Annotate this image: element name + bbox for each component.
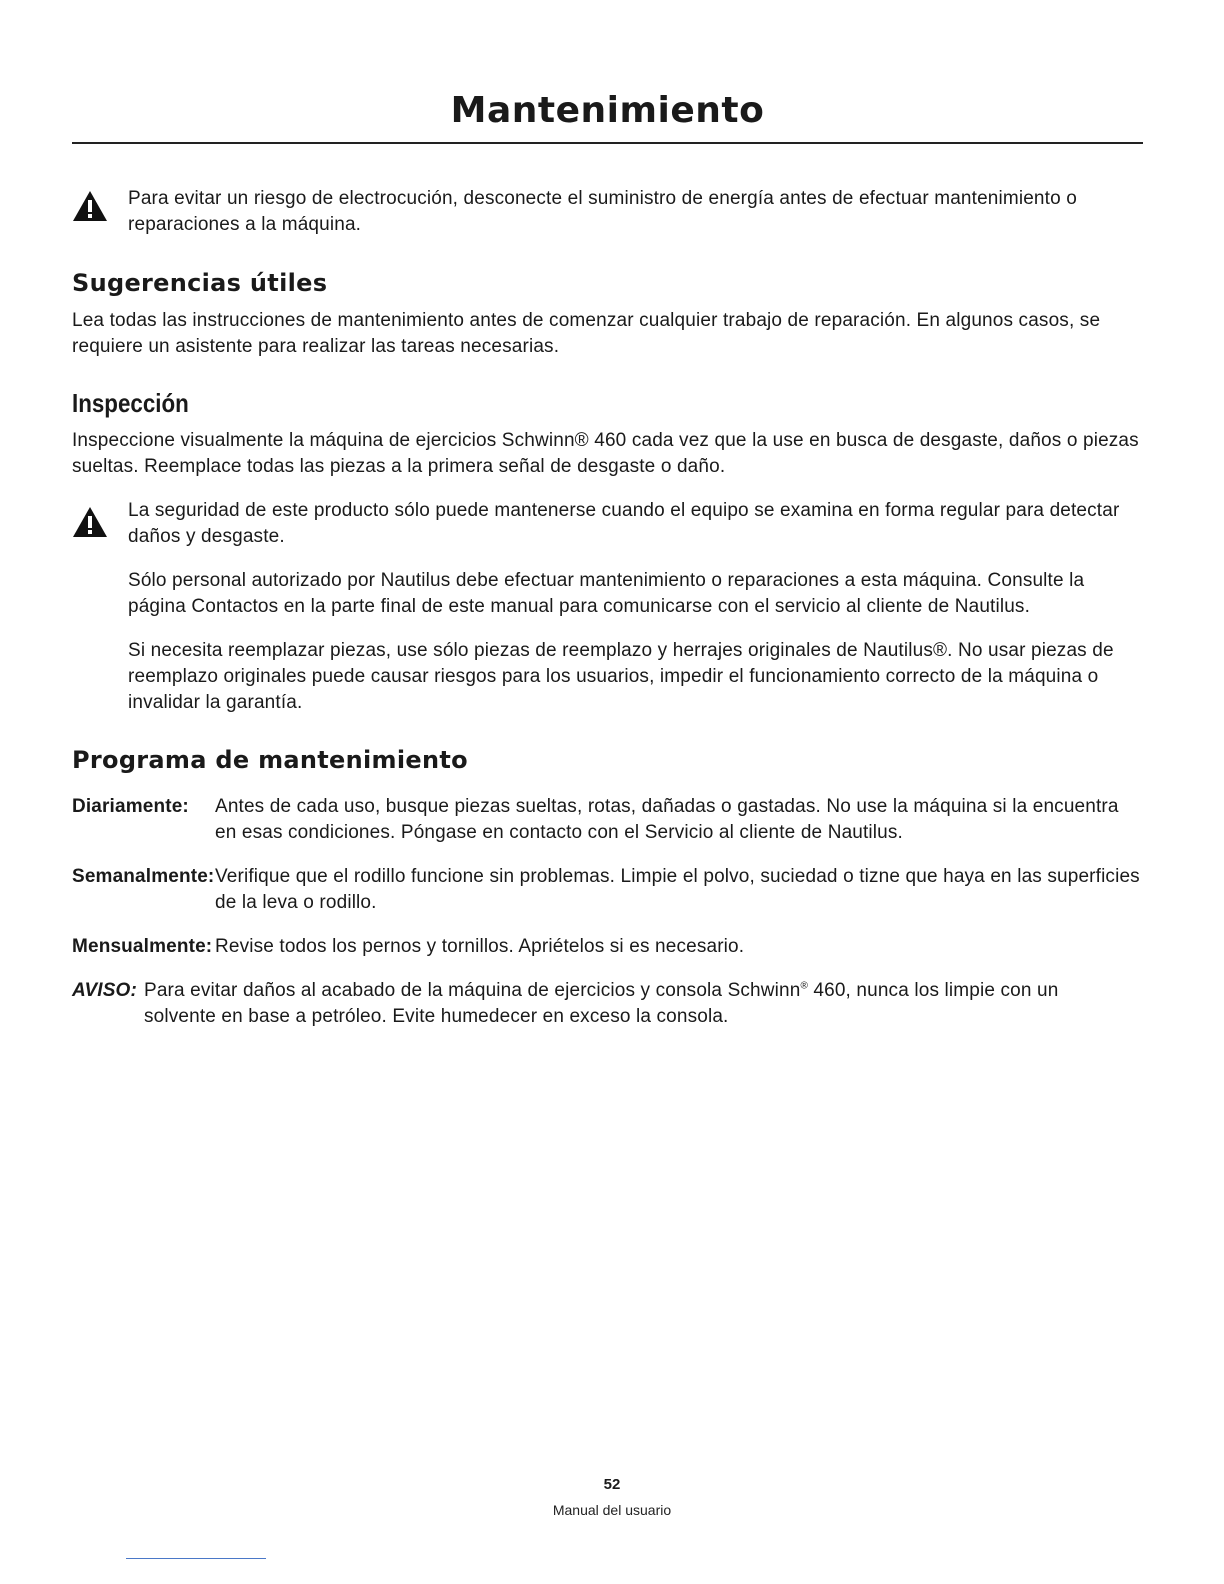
footer-label: Manual del usuario: [552, 1502, 672, 1518]
replacement-parts-text: Si necesita reemplazar piezas, use sólo piezas de reemplazo y herrajes originales de Nautilus®. No usar piezas de reemplazo originales puede causar riesgos para los usuarios, impedir el funcionamiento correcto de la máquina o invalidar la garantía.: [128, 640, 1114, 713]
notice-text: [144, 978, 1104, 1030]
registered-mark: ®: [800, 980, 808, 992]
inspection-warning-text: La seguridad de este producto sólo puede mantenerse cuando el equipo se examina en forma regular para detectar daños y desgaste.: [128, 500, 1120, 547]
daily-text: Antes de cada uso, busque piezas sueltas, rotas, dañadas o gastadas. No use la máquina si la encuentra en esas condiciones. Póngase en contacto con el Servicio al cliente de Nautilus.: [215, 796, 1119, 843]
tips-heading: Sugerencias útiles: [72, 269, 328, 297]
bottom-rule: [126, 1558, 266, 1559]
tips-text: Lea todas las instrucciones de mantenimiento antes de comenzar cualquier trabajo de reparación. En algunos casos, se requiere un asistente para realizar las tareas necesarias.: [72, 310, 1101, 357]
warning-icon: [72, 506, 108, 538]
monthly-text: Revise todos los pernos y tornillos. Apriételos si es necesario.: [215, 936, 745, 957]
weekly-label: Semanalmente:: [72, 866, 215, 887]
notice-text-part: Para evitar daños al acabado de la máquina de ejercicios y consola Schwinn: [144, 980, 801, 1001]
schedule-daily: [72, 794, 1143, 848]
schedule-weekly: [72, 864, 1143, 918]
electrocution-warning-text: Para evitar un riesgo de electrocución, desconecte el suministro de energía antes de efectuar mantenimiento o reparaciones a la máquina.: [128, 188, 1077, 235]
warning-icon: [72, 190, 108, 222]
notice: [72, 978, 1143, 1032]
inspection-text: Inspeccione visualmente la máquina de ejercicios Schwinn® 460 cada vez que la use en busca de desgaste, daños o piezas sueltas. Reemplace todas las piezas a la primera señal de desgaste o daño.: [72, 430, 1139, 477]
notice-text-part: 460, nunca los limpie con un solvente en base a petróleo. Evite humedecer en exceso la consola.: [144, 980, 1059, 1027]
weekly-text: Verifique que el rodillo funcione sin problemas. Limpie el polvo, suciedad o tizne que haya en las superficies de la leva o rodillo.: [215, 866, 1140, 913]
schedule-monthly: [72, 934, 1143, 962]
page-title: Mantenimiento: [450, 90, 765, 131]
daily-label: Diariamente:: [72, 796, 189, 817]
notice-label: AVISO:: [72, 980, 137, 1001]
title-divider: [72, 142, 1143, 144]
schedule-heading: Programa de mantenimiento: [72, 746, 468, 774]
page-number: 52: [603, 1476, 621, 1493]
inspection-heading: Inspección: [72, 388, 189, 418]
monthly-label: Mensualmente:: [72, 936, 213, 957]
authorized-service-text: Sólo personal autorizado por Nautilus debe efectuar mantenimiento o reparaciones a esta máquina. Consulte la página Contactos en la parte final de este manual para comunicarse con el servicio al cliente de Nautilus.: [128, 570, 1085, 617]
